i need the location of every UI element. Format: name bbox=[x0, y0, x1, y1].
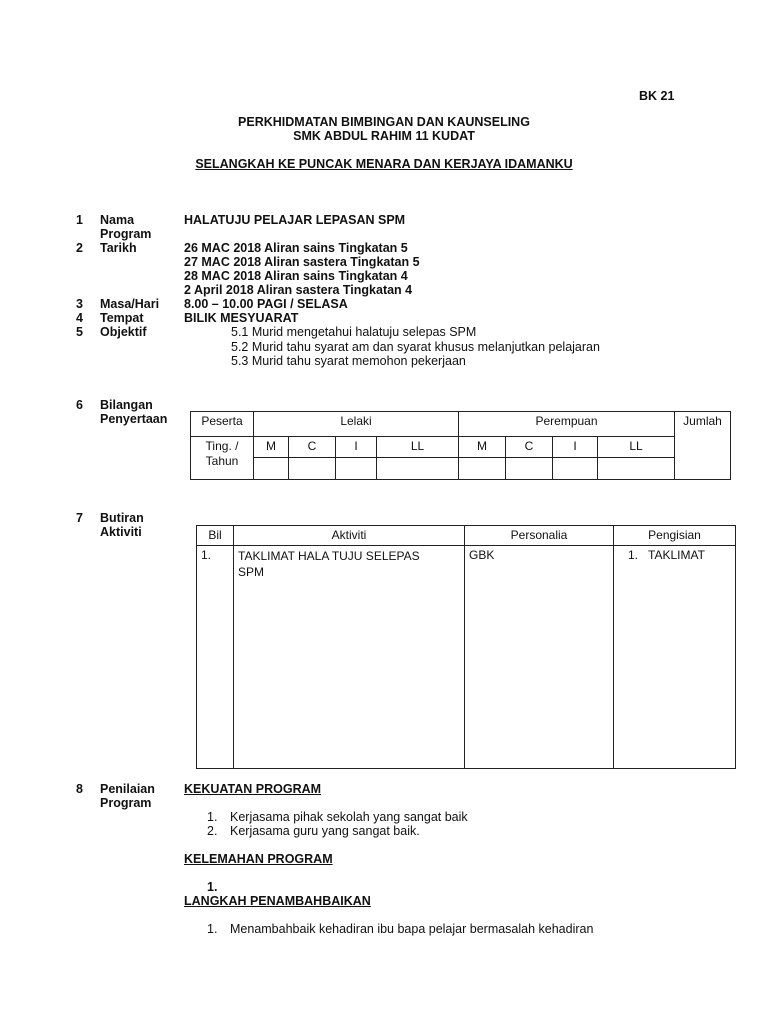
langkah-item: Menambahbaik kehadiran ibu bapa pelajar bermasalah kehadiran bbox=[230, 922, 594, 936]
date-line: 26 MAC 2018 Aliran sains Tingkatan 5 bbox=[184, 241, 408, 255]
header-bil: Bil bbox=[197, 526, 234, 546]
document-code: BK 21 bbox=[639, 89, 675, 103]
sub-header: LL bbox=[598, 437, 675, 458]
program-title: SELANGKAH KE PUNCAK MENARA DAN KERJAYA IDAMANKU bbox=[195, 157, 573, 171]
item-label: Penilaian bbox=[100, 782, 155, 796]
aktiviti-text: TAKLIMAT HALA TUJU SELEPAS bbox=[238, 549, 420, 563]
ting-tahun-cell bbox=[191, 437, 254, 480]
item-number: 1 bbox=[76, 213, 83, 227]
date-line: 27 MAC 2018 Aliran sastera Tingkatan 5 bbox=[184, 255, 420, 269]
kelemahan-title: KELEMAHAN PROGRAM bbox=[184, 852, 333, 866]
tahun-label: Tahun bbox=[205, 454, 239, 468]
item-number: 3 bbox=[76, 297, 83, 311]
kekuatan-title: KEKUATAN PROGRAM bbox=[184, 782, 322, 796]
sub-header: LL bbox=[377, 437, 459, 458]
empty-cell bbox=[506, 458, 553, 480]
item-number: 6 bbox=[76, 398, 83, 412]
item-label: Tempat bbox=[100, 311, 144, 325]
item-label: Masa/Hari bbox=[100, 297, 160, 311]
item-label: Bilangan bbox=[100, 398, 153, 412]
item-label: Nama bbox=[100, 213, 135, 227]
item-number: 8 bbox=[76, 782, 83, 796]
sub-header: M bbox=[254, 437, 289, 458]
item-label: Program bbox=[100, 796, 152, 810]
school-name: SMK ABDUL RAHIM 11 KUDAT bbox=[293, 129, 475, 143]
empty-cell bbox=[254, 458, 289, 480]
item-label: Program bbox=[100, 227, 152, 241]
date-line: 2 April 2018 Aliran sastera Tingkatan 4 bbox=[184, 283, 413, 297]
empty-cell bbox=[553, 458, 598, 480]
kekuatan-item: Kerjasama guru yang sangat baik. bbox=[230, 824, 420, 838]
header-jumlah: Jumlah bbox=[675, 412, 731, 480]
item-label: Objektif bbox=[100, 325, 147, 339]
list-number: 1. bbox=[207, 880, 218, 894]
list-number: 2. bbox=[207, 824, 218, 838]
empty-cell bbox=[336, 458, 377, 480]
item-label: Tarikh bbox=[100, 241, 137, 255]
pengisian-number: 1. bbox=[628, 548, 639, 562]
pengisian-cell bbox=[614, 546, 736, 769]
item-label: Butiran bbox=[100, 511, 144, 525]
aktiviti-cell bbox=[234, 546, 465, 769]
objective-line: 5.2 Murid tahu syarat am dan syarat khusus melanjutkan pelajaran bbox=[231, 340, 600, 354]
item-number: 5 bbox=[76, 325, 83, 339]
department-title: PERKHIDMATAN BIMBINGAN DAN KAUNSELING bbox=[238, 115, 530, 129]
item-label: Penyertaan bbox=[100, 412, 168, 426]
sub-header: I bbox=[336, 437, 377, 458]
empty-cell bbox=[289, 458, 336, 480]
venue-value: BILIK MESYUARAT bbox=[184, 311, 299, 325]
bil-cell: 1. bbox=[197, 546, 234, 769]
sub-header: M bbox=[459, 437, 506, 458]
empty-cell bbox=[377, 458, 459, 480]
ting-label: Ting. / bbox=[205, 439, 239, 453]
item-number: 4 bbox=[76, 311, 83, 325]
objective-line: 5.3 Murid tahu syarat memohon pekerjaan bbox=[231, 354, 466, 368]
pengisian-text: TAKLIMAT bbox=[648, 548, 705, 562]
header-pengisian: Pengisian bbox=[614, 526, 736, 546]
header-perempuan: Perempuan bbox=[459, 412, 675, 437]
time-value: 8.00 – 10.00 PAGI / SELASA bbox=[184, 297, 348, 311]
list-number: 1. bbox=[207, 922, 218, 936]
item-label: Aktiviti bbox=[100, 525, 142, 539]
header-peserta: Peserta bbox=[191, 412, 254, 437]
date-line: 28 MAC 2018 Aliran sains Tingkatan 4 bbox=[184, 269, 408, 283]
participation-table bbox=[190, 411, 731, 480]
list-number: 1. bbox=[207, 810, 218, 824]
program-name: HALATUJU PELAJAR LEPASAN SPM bbox=[184, 213, 406, 227]
header-lelaki: Lelaki bbox=[254, 412, 459, 437]
sub-header: C bbox=[506, 437, 553, 458]
header-personalia: Personalia bbox=[465, 526, 614, 546]
activity-table bbox=[196, 525, 736, 769]
langkah-title: LANGKAH PENAMBAHBAIKAN bbox=[184, 894, 371, 908]
empty-cell bbox=[459, 458, 506, 480]
aktiviti-text: SPM bbox=[238, 565, 265, 579]
header-aktiviti: Aktiviti bbox=[234, 526, 465, 546]
personalia-cell: GBK bbox=[465, 546, 614, 769]
empty-cell bbox=[598, 458, 675, 480]
item-number: 2 bbox=[76, 241, 83, 255]
kekuatan-item: Kerjasama pihak sekolah yang sangat baik bbox=[230, 810, 468, 824]
objective-line: 5.1 Murid mengetahui halatuju selepas SPM bbox=[231, 325, 477, 339]
sub-header: I bbox=[553, 437, 598, 458]
item-number: 7 bbox=[76, 511, 83, 525]
sub-header: C bbox=[289, 437, 336, 458]
